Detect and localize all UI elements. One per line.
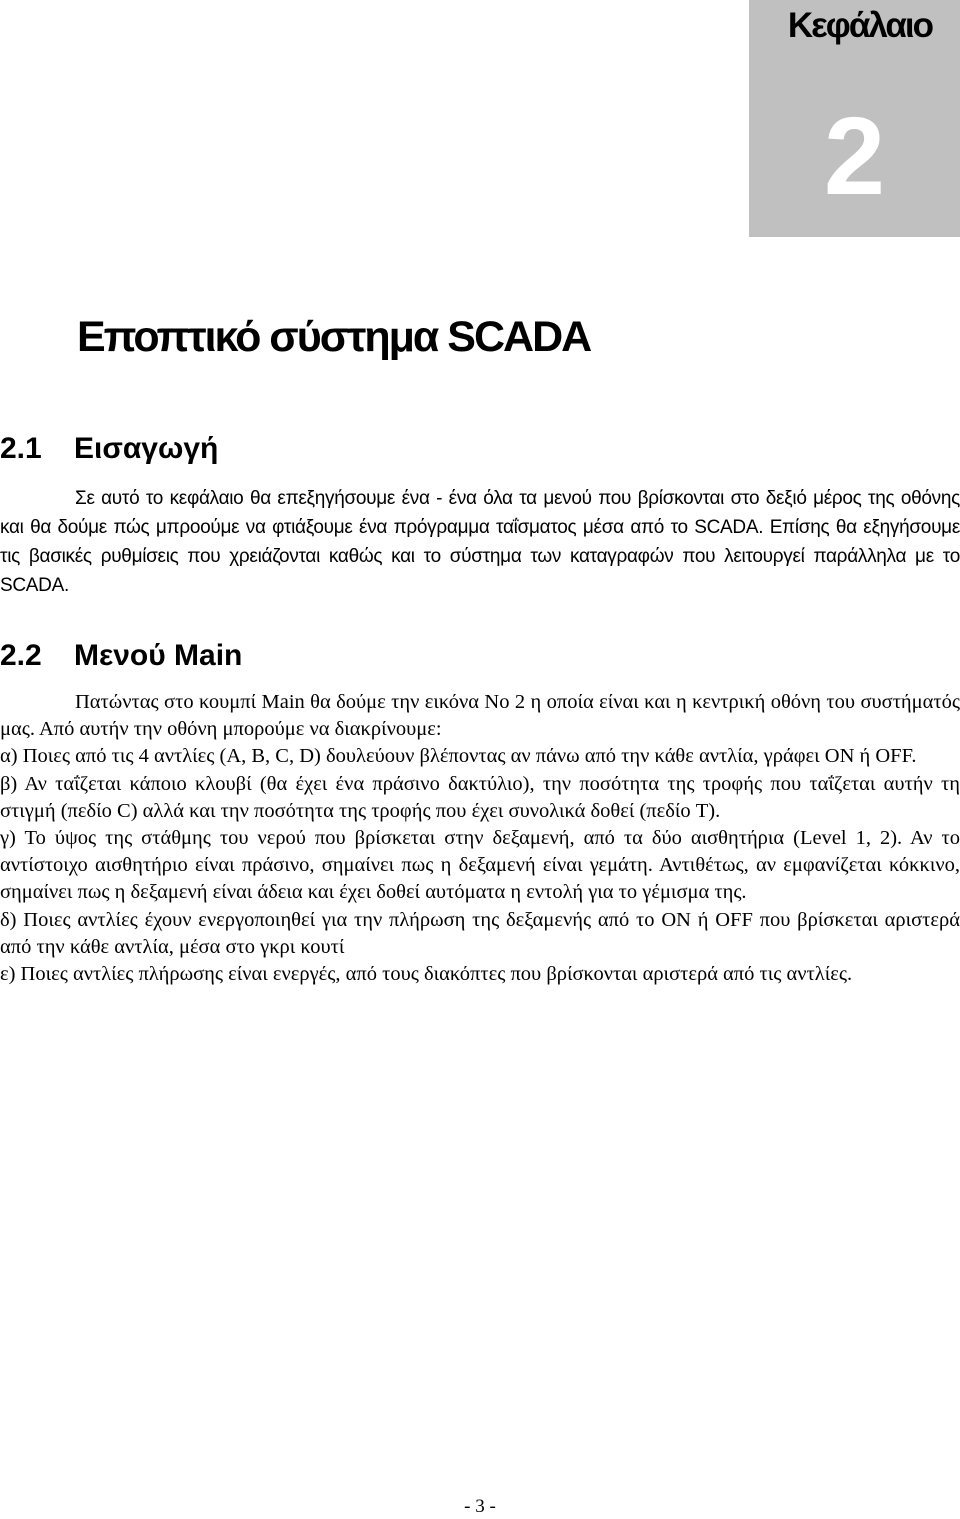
section-title: Εισαγωγή <box>74 432 219 465</box>
chapter-title: Εποπτικό σύστημα SCADA <box>77 313 591 361</box>
section-heading-introduction <box>0 431 218 467</box>
main-menu-intro-paragraph: Πατώντας στο κουμπί Main θα δούμε την εικόνα Νο 2 η οποία είναι και η κεντρική οθόνη του συστήματός μας. Από αυτήν την οθόνη μπορούμε να διακρίνουμε: <box>0 691 960 741</box>
page-number: - 3 - <box>464 1496 496 1517</box>
list-item-b: β) Αν ταΐζεται κάποιο κλουβί (θα έχει ένα πράσινο δακτύλιο), την ποσότητα της τροφής που ταΐζεται αυτήν τη στιγμή (πεδίο C) αλλά και την ποσότητα της τροφής που έχει συνολικά δοθεί (πεδίο T). <box>0 772 960 822</box>
section-number: 2.1 <box>0 432 42 465</box>
list-item-e: ε) Ποιες αντλίες πλήρωσης είναι ενεργές, από τους διακόπτες που βρίσκονται αριστερά από τις αντλίες. <box>0 963 853 986</box>
main-menu-body <box>0 689 960 988</box>
chapter-box <box>749 0 960 237</box>
list-item-a: α) Ποιες από τις 4 αντλίες (A, B, C, D) δουλεύουν βλέποντας αν πάνω από την κάθε αντλία, γράφει ON ή OFF. <box>0 745 917 768</box>
introduction-paragraph: Σε αυτό το κεφάλαιο θα επεξηγήσουμε ένα - ένα όλα τα μενού που βρίσκονται στο δεξιό μέρος της οθόνης και θα δούμε πώς μπροούμε να φτιάξουμε ένα πρόγραμμα ταΐσματος μέσα από το SCADA. Επίσης θα εξηγήσουμε τις βασικές ρυθμίσεις που χρειάζονται καθώς και το σύστημα των καταγραφών που λειτουργεί παράλληλα με το SCADA. <box>0 488 960 596</box>
section-number: 2.2 <box>0 639 42 672</box>
section-heading-main-menu <box>0 638 242 674</box>
list-item-c: γ) Το ύψος της στάθμης του νερού που βρίσκεται στην δεξαμενή, από τα δύο αισθητήρια (Level 1, 2). Αν το αντίστοιχο αισθητήριο είναι πράσινο, σημαίνει πως η δεξαμενή είναι γεμάτη. Αντιθέτως, αν εμφανίζεται κόκκινο, σημαίνει πως η δεξαμενή είναι άδεια και έχει δοθεί αυτόματα η εντολή για το γέμισμα της. <box>0 827 960 904</box>
chapter-number: 2 <box>823 95 886 218</box>
list-item-d: δ) Ποιες αντλίες έχουν ενεργοποιηθεί για την πλήρωση της δεξαμενής από το ON ή OFF που βρίσκεται αριστερά από την κάθε αντλία, μέσα στο γκρι κουτί <box>0 908 960 958</box>
section-title: Μενού Main <box>74 639 243 672</box>
chapter-label: Κεφάλαιο <box>787 6 932 45</box>
